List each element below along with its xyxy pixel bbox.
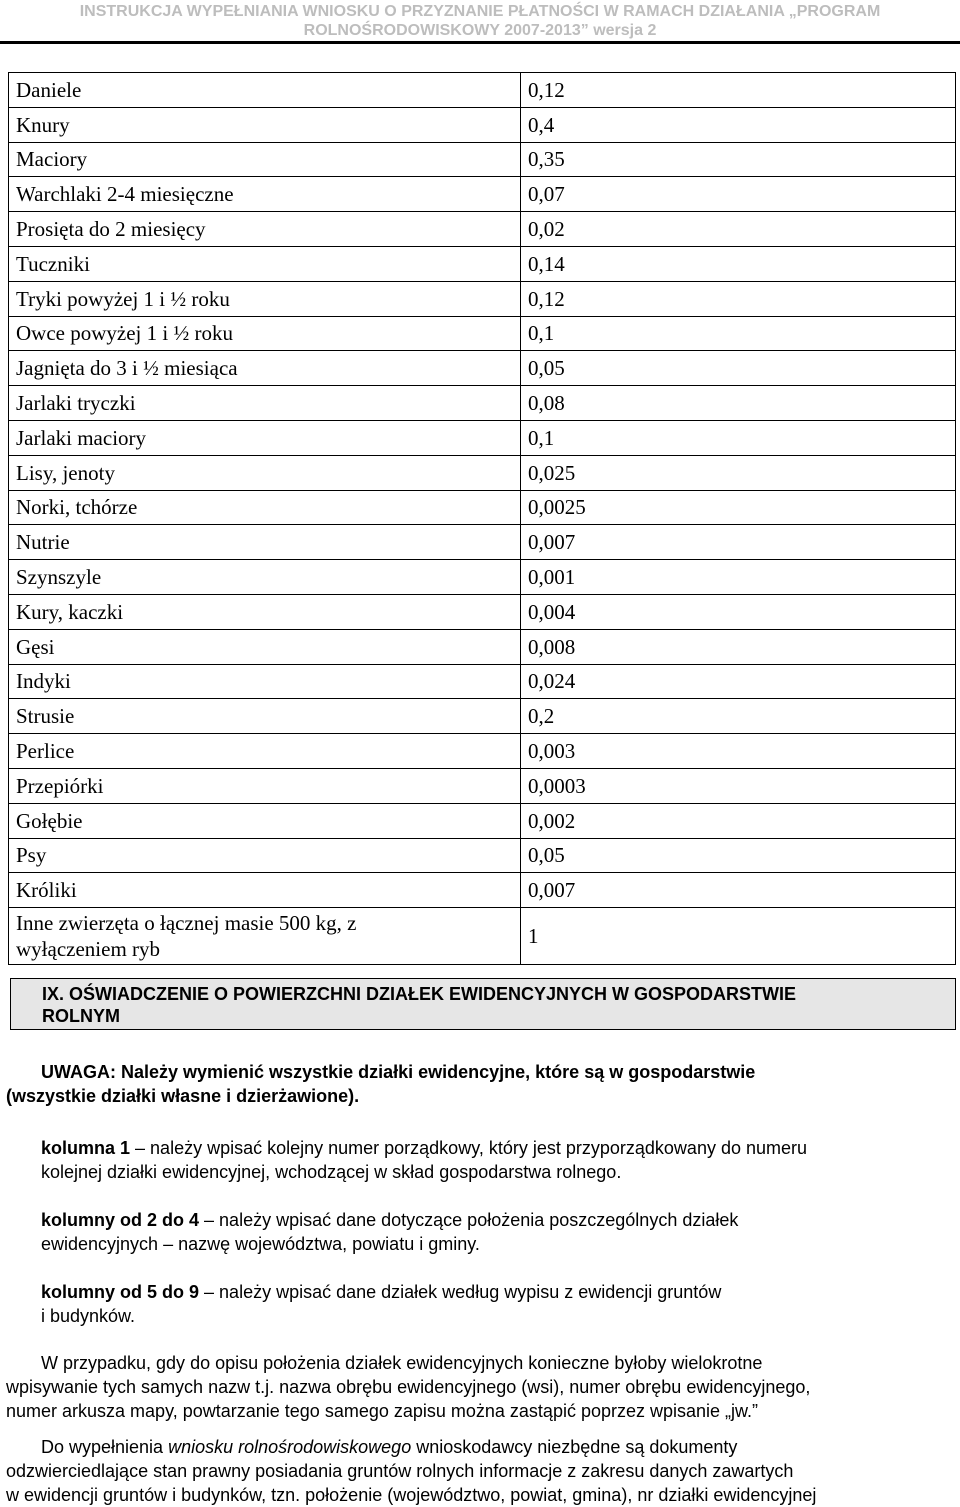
uwaga-line: UWAGA: Należy wymienić wszystkie działki ewidencyjne, które są w gospodarstwie: [41, 1062, 756, 1082]
animal-name: Tryki powyżej 1 i ½ roku: [9, 281, 521, 316]
paragraph-line: odzwierciedlające stan prawny posiadania gruntów rolnych informacje z zakresu danych zawartych: [6, 1461, 794, 1481]
animal-name: Jarlaki tryczki: [9, 386, 521, 421]
coefficient-value: 0,0003: [521, 768, 956, 803]
animal-name: Króliki: [9, 873, 521, 908]
table-row: [9, 699, 956, 734]
table-row: [9, 351, 956, 386]
documents-paragraph: [6, 1435, 944, 1507]
columns-2-4-instruction: [41, 1208, 944, 1256]
paragraph-line: w ewidencji gruntów i budynków, tzn. położenie (województwo, powiat, gmina), nr działki ewidencyjnej: [6, 1485, 817, 1505]
coefficient-value: 0,4: [521, 107, 956, 142]
column-label: kolumna 1: [41, 1138, 131, 1158]
paragraph-line: wpisywanie tych samych nazw t.j. nazwa obrębu ewidencyjnego (wsi), numer obrębu ewidencyjnego,: [6, 1377, 811, 1397]
coefficient-value: 0,002: [521, 803, 956, 838]
animal-name: Indyki: [9, 664, 521, 699]
table-row: [9, 246, 956, 281]
uwaga-note: [6, 1060, 944, 1108]
table-row: [9, 177, 956, 212]
table-row: [9, 908, 956, 965]
coefficient-value: 0,001: [521, 560, 956, 595]
paragraph-italic: wniosku rolnośrodowiskowego: [168, 1437, 412, 1457]
paragraph-text: wnioskodawcy niezbędne są dokumenty: [411, 1437, 738, 1457]
section-heading: [10, 978, 956, 1030]
paragraph-text: Do wypełnienia: [41, 1437, 169, 1457]
table-row: [9, 490, 956, 525]
coefficient-value: 0,0025: [521, 490, 956, 525]
table-row: [9, 107, 956, 142]
coefficient-value: 0,1: [521, 316, 956, 351]
coefficient-value: 0,008: [521, 629, 956, 664]
uwaga-line: (wszystkie działki własne i dzierżawione).: [6, 1086, 360, 1106]
coefficient-value: 0,02: [521, 212, 956, 247]
animal-name: Tuczniki: [9, 246, 521, 281]
coefficient-value: 0,07: [521, 177, 956, 212]
coefficient-value: 0,12: [521, 73, 956, 108]
header-line-1: INSTRUKCJA WYPEŁNIANIA WNIOSKU O PRZYZNANIE PŁATNOŚCI W RAMACH DZIAŁANIA „PROGRAM: [79, 3, 881, 20]
coefficient-value: 0,08: [521, 386, 956, 421]
instruction-text: ewidencyjnych – nazwę województwa, powiatu i gminy.: [41, 1234, 480, 1254]
animal-name: Lisy, jenoty: [9, 455, 521, 490]
table-row: [9, 142, 956, 177]
coefficient-value: 0,007: [521, 525, 956, 560]
animal-name: Gołębie: [9, 803, 521, 838]
coefficient-value: 0,2: [521, 699, 956, 734]
instruction-text: – należy wpisać dane dotyczące położenia poszczególnych działek: [199, 1210, 739, 1230]
coefficient-value: 0,14: [521, 246, 956, 281]
animal-name: Owce powyżej 1 i ½ roku: [9, 316, 521, 351]
coefficient-value: 0,05: [521, 351, 956, 386]
table-row: [9, 525, 956, 560]
coefficient-value: 0,003: [521, 734, 956, 769]
paragraph-line: numer arkusza mapy, powtarzanie tego samego zapisu można zastąpić poprzez wpisanie „jw.”: [6, 1401, 759, 1421]
instruction-text: – należy wpisać kolejny numer porządkowy, który jest przyporządkowany do numeru: [130, 1138, 808, 1158]
animal-name-line: wyłączeniem ryb: [16, 937, 161, 962]
animal-name: Strusie: [9, 699, 521, 734]
column-label: kolumny od 5 do 9: [41, 1282, 200, 1302]
animal-name: Knury: [9, 107, 521, 142]
animal-name: Psy: [9, 838, 521, 873]
coefficient-value: 0,025: [521, 455, 956, 490]
animal-name: Maciory: [9, 142, 521, 177]
coefficient-value: 0,007: [521, 873, 956, 908]
animal-name: [9, 908, 521, 965]
page-header: [0, 0, 960, 44]
coefficient-value: 0,1: [521, 420, 956, 455]
coefficient-value: 0,05: [521, 838, 956, 873]
table-row: [9, 734, 956, 769]
animal-name: Gęsi: [9, 629, 521, 664]
column-label: kolumny od 2 do 4: [41, 1210, 200, 1230]
table-row: [9, 560, 956, 595]
instruction-text: kolejnej działki ewidencyjnej, wchodzącej w skład gospodarstwa rolnego.: [41, 1162, 622, 1182]
table-row: [9, 386, 956, 421]
columns-5-9-instruction: [41, 1280, 944, 1328]
table-row: [9, 281, 956, 316]
animal-name: Perlice: [9, 734, 521, 769]
animal-name: Norki, tchórze: [9, 490, 521, 525]
animal-name: Kury, kaczki: [9, 594, 521, 629]
instruction-text: i budynków.: [41, 1306, 136, 1326]
table-row: [9, 455, 956, 490]
coefficient-value: 0,35: [521, 142, 956, 177]
table-row: [9, 420, 956, 455]
coefficient-value: 0,024: [521, 664, 956, 699]
table-row: [9, 73, 956, 108]
animal-name: Jarlaki maciory: [9, 420, 521, 455]
table-row: [9, 594, 956, 629]
livestock-table: [8, 72, 956, 965]
animal-name: Przepiórki: [9, 768, 521, 803]
animal-name: Prosięta do 2 miesięcy: [9, 212, 521, 247]
section-heading-line: ROLNYM: [42, 1006, 120, 1026]
animal-name: Daniele: [9, 73, 521, 108]
table-row: [9, 803, 956, 838]
coefficient-value: 0,12: [521, 281, 956, 316]
instruction-text: – należy wpisać dane działek według wypisu z ewidencji gruntów: [199, 1282, 722, 1302]
coefficient-value: 0,004: [521, 594, 956, 629]
animal-name: Jagnięta do 3 i ½ miesiąca: [9, 351, 521, 386]
coefficient-value: 1: [521, 908, 956, 965]
animal-name: Szynszyle: [9, 560, 521, 595]
animal-name-line: Inne zwierzęta o łącznej masie 500 kg, z: [16, 911, 357, 936]
animal-name: Nutrie: [9, 525, 521, 560]
table-row: [9, 212, 956, 247]
table-row: [9, 838, 956, 873]
paragraph-line: W przypadku, gdy do opisu położenia działek ewidencyjnych konieczne byłoby wielokrotne: [41, 1353, 763, 1373]
table-row: [9, 664, 956, 699]
header-line-2: ROLNOŚRODOWISKOWY 2007-2013” wersja 2: [303, 22, 657, 39]
table-row: [9, 316, 956, 351]
table-row: [9, 629, 956, 664]
animal-name: Warchlaki 2-4 miesięczne: [9, 177, 521, 212]
section-heading-line: IX. OŚWIADCZENIE O POWIERZCHNI DZIAŁEK EWIDENCYJNYCH W GOSPODARSTWIE: [42, 984, 797, 1004]
table-row: [9, 768, 956, 803]
table-row: [9, 873, 956, 908]
column-1-instruction: [41, 1136, 944, 1184]
repeat-names-paragraph: [6, 1351, 944, 1423]
